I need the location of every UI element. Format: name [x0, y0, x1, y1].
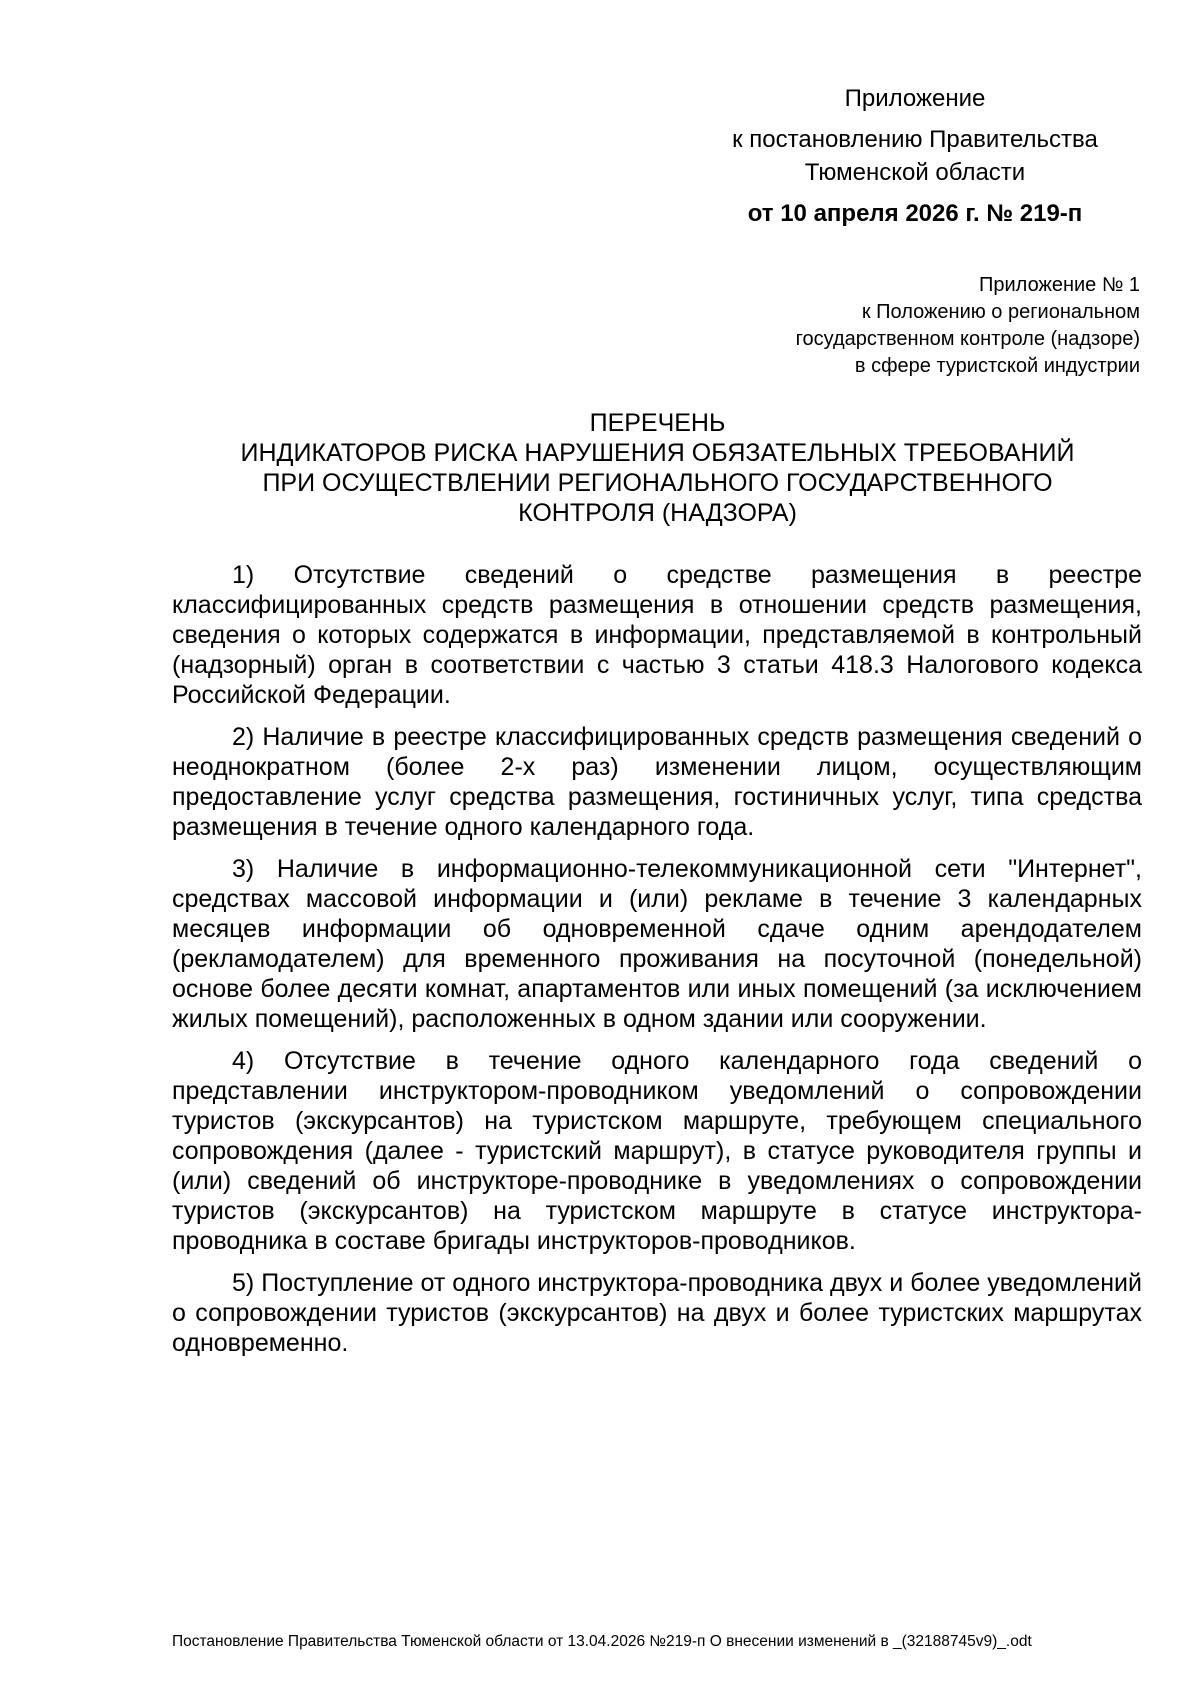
- risk-indicator-list: [172, 560, 1142, 1370]
- appendix-regulation-line: к Положению о региональном: [861, 301, 1140, 323]
- list-item: 4) Отсутствие в течение одного календарного года сведений о представлении инструктором-проводником уведомлений о сопровождении туристов (экскурсантов) на туристском маршруте, требующем специального сопровождения (далее - туристский маршрут), в статусе руководителя группы и (или) сведений об инструкторе-проводнике в уведомлениях о сопровождении туристов (экскурсантов) на туристском маршруте в статусе инструктора-проводника в составе бригады инструкторов-проводников.: [172, 1047, 1142, 1255]
- heading-title: ПЕРЕЧЕНЬ: [589, 409, 726, 437]
- appendix-header: [700, 82, 1130, 230]
- document-heading: [170, 408, 1145, 528]
- appendix-regulation-reference: [620, 272, 1140, 380]
- heading-subtitle-line: ИНДИКАТОРОВ РИСКА НАРУШЕНИЯ ОБЯЗАТЕЛЬНЫХ ТРЕБОВАНИЙ: [240, 439, 1075, 467]
- list-item: 3) Наличие в информационно-телекоммуникационной сети "Интернет", средствах массовой информации и (или) рекламе в течение 3 календарных месяцев информации об одновременной сдаче одним арендодателем (рекламодателем) для временного проживания на посуточной (понедельной) основе более десяти комнат, апартаментов или иных помещений (за исключением жилых помещений), расположенных в одном здании или сооружении.: [172, 855, 1142, 1033]
- list-item: 2) Наличие в реестре классифицированных средств размещения сведений о неоднократном (более 2-х раз) изменении лицом, осуществляющим предоставление услуг средства размещения, гостиничных услуг, типа средства размещения в течение одного календарного года.: [172, 723, 1142, 841]
- list-item: 5) Поступление от одного инструктора-проводника двух и более уведомлений о сопровождении туристов (экскурсантов) на двух и более туристских маршрутах одновременно.: [172, 1269, 1142, 1357]
- appendix-reference-line: к постановлению Правительства: [732, 126, 1098, 153]
- appendix-title: Приложение: [844, 85, 986, 112]
- appendix-reference-line: Тюменской области: [804, 159, 1026, 186]
- heading-subtitle-line: ПРИ ОСУЩЕСТВЛЕНИИ РЕГИОНАЛЬНОГО ГОСУДАРСТВЕННОГО: [262, 469, 1053, 497]
- resolution-date-number: от 10 апреля 2026 г. № 219-п: [747, 200, 1083, 227]
- heading-subtitle-line: КОНТРОЛЯ (НАДЗОРА): [518, 499, 797, 527]
- appendix-reference: [700, 123, 1130, 189]
- list-item: 1) Отсутствие сведений о средстве размещения в реестре классифицированных средств размещения в отношении средств размещения, сведения о которых содержатся в информации, представляемой в контрольный (надзорный) орган в соответствии с частью 3 статьи 418.3 Налогового кодекса Российской Федерации.: [172, 561, 1142, 709]
- appendix-regulation-line: государственном контроле (надзоре): [795, 328, 1140, 350]
- appendix-number: Приложение № 1: [979, 274, 1140, 296]
- appendix-regulation-line: в сфере туристской индустрии: [854, 355, 1140, 377]
- document-footer: Постановление Правительства Тюменской области от 13.04.2026 №219-п О внесении изменений в _(32188745v9)_.odt: [172, 1633, 1032, 1650]
